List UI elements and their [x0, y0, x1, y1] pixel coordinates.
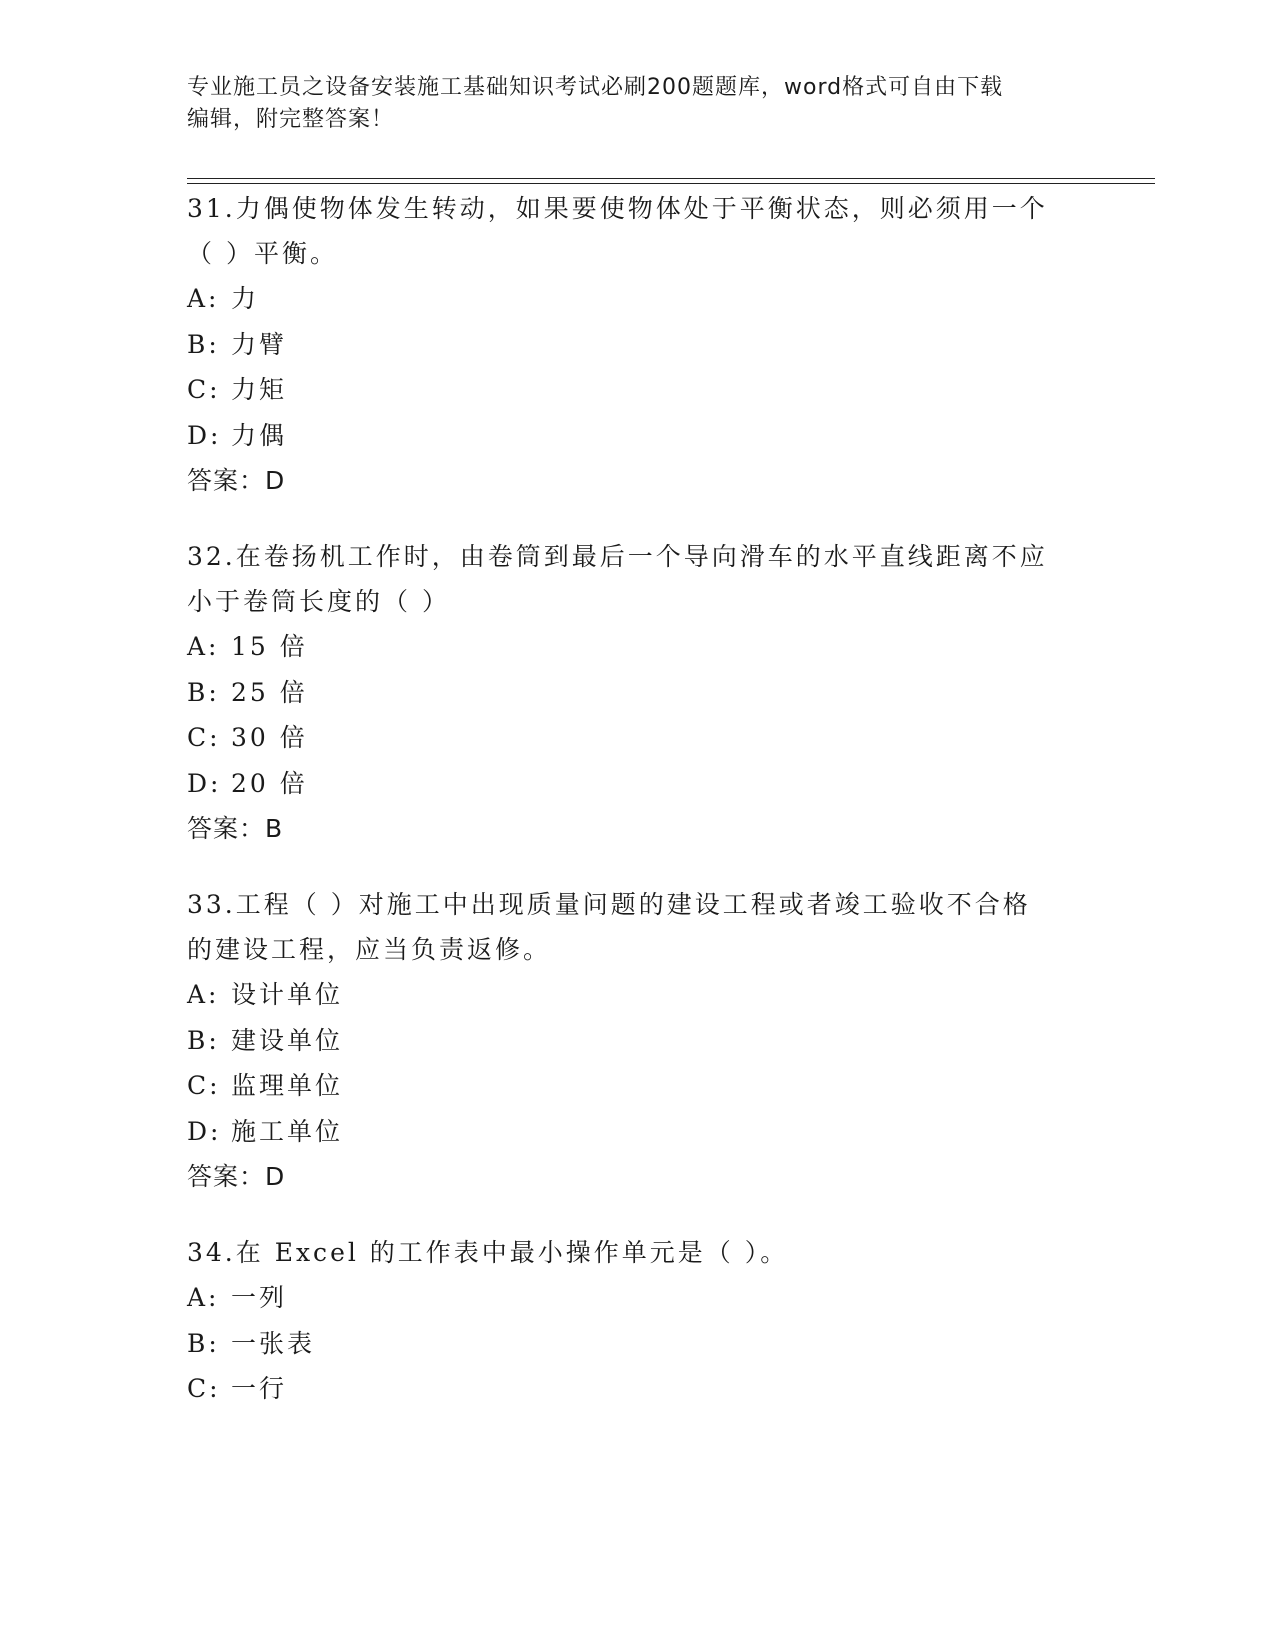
- question-32: [187, 534, 1087, 851]
- question-text: [187, 534, 1087, 579]
- header-divider-bottom: [187, 183, 1155, 184]
- option-b: [187, 1018, 1087, 1064]
- option-text: 力矩: [231, 375, 288, 404]
- question-number: 32.: [187, 542, 236, 571]
- option-text: 20 倍: [231, 768, 308, 798]
- option-text: 力: [231, 284, 260, 313]
- option-label: C:: [187, 375, 221, 404]
- option-label: C:: [187, 1071, 221, 1100]
- option-label: B:: [187, 677, 220, 707]
- question-text: [187, 882, 1087, 927]
- question-text-line-1: 力偶使物体发生转动，如果要使物体处于平衡状态，则必须用一个: [235, 194, 1048, 223]
- option-b: [187, 670, 1087, 716]
- question-number: 34.: [187, 1238, 236, 1267]
- option-label: A:: [187, 284, 220, 313]
- document-header: [187, 72, 1087, 136]
- question-33: [187, 882, 1087, 1199]
- option-label: C:: [187, 723, 221, 752]
- question-text-line-1: 在 Excel 的工作表中最小操作单元是（ ）。: [235, 1238, 789, 1267]
- question-34: [187, 1230, 1087, 1412]
- option-b: [187, 322, 1087, 368]
- option-label: D:: [187, 768, 222, 798]
- option-text: 力偶: [231, 420, 288, 450]
- answer: 答案：D: [187, 1162, 286, 1191]
- option-label: A:: [187, 980, 220, 1009]
- option-label: A:: [187, 632, 220, 661]
- option-label: D:: [187, 420, 222, 450]
- option-text: 一张表: [231, 1328, 316, 1358]
- option-text: 30 倍: [231, 723, 308, 752]
- option-text: 建设单位: [231, 1025, 344, 1055]
- question-text-line-2: 的建设工程，应当负责返修。: [187, 935, 552, 964]
- option-c: [187, 367, 1087, 413]
- option-a: [187, 1275, 1087, 1321]
- header-title-line-2: 编辑，附完整答案！: [187, 107, 395, 132]
- option-text: 设计单位: [231, 980, 344, 1009]
- option-a: [187, 972, 1087, 1018]
- question-text: [187, 1230, 1087, 1275]
- option-text: 15 倍: [231, 632, 308, 661]
- question-text-line-2: 小于卷筒长度的（ ）: [187, 587, 450, 616]
- option-text: 25 倍: [231, 677, 308, 707]
- option-label: A:: [187, 1283, 220, 1312]
- option-text: 监理单位: [231, 1071, 344, 1100]
- question-text-line-1: 在卷扬机工作时，由卷筒到最后一个导向滑车的水平直线距离不应: [235, 542, 1048, 571]
- option-d: [187, 413, 1087, 459]
- option-text: 一列: [231, 1283, 288, 1312]
- question-number: 31.: [187, 194, 236, 223]
- header-divider-top: [187, 178, 1155, 179]
- option-text: 施工单位: [231, 1116, 344, 1146]
- option-label: B:: [187, 329, 220, 359]
- option-c: [187, 1063, 1087, 1109]
- option-label: D:: [187, 1116, 222, 1146]
- option-label: C:: [187, 1374, 221, 1403]
- answer: 答案：B: [187, 814, 284, 843]
- option-d: [187, 1109, 1087, 1155]
- option-a: [187, 276, 1087, 322]
- question-text: [187, 186, 1087, 231]
- option-d: [187, 761, 1087, 807]
- question-text-line-1: 工程（ ）对施工中出现质量问题的建设工程或者竣工验收不合格: [235, 890, 1031, 919]
- option-c: [187, 1366, 1087, 1412]
- option-a: [187, 624, 1087, 670]
- question-text-line-2: （ ）平衡。: [187, 239, 338, 268]
- option-label: B:: [187, 1328, 220, 1358]
- answer: 答案：D: [187, 466, 286, 495]
- header-title-line-1: 专业施工员之设备安装施工基础知识考试必刷200题题库，word格式可自由下载: [187, 75, 1004, 100]
- question-31: [187, 186, 1087, 503]
- option-text: 一行: [231, 1374, 288, 1403]
- question-number: 33.: [187, 890, 236, 919]
- option-text: 力臂: [231, 329, 288, 359]
- option-b: [187, 1321, 1087, 1367]
- option-label: B:: [187, 1025, 220, 1055]
- option-c: [187, 715, 1087, 761]
